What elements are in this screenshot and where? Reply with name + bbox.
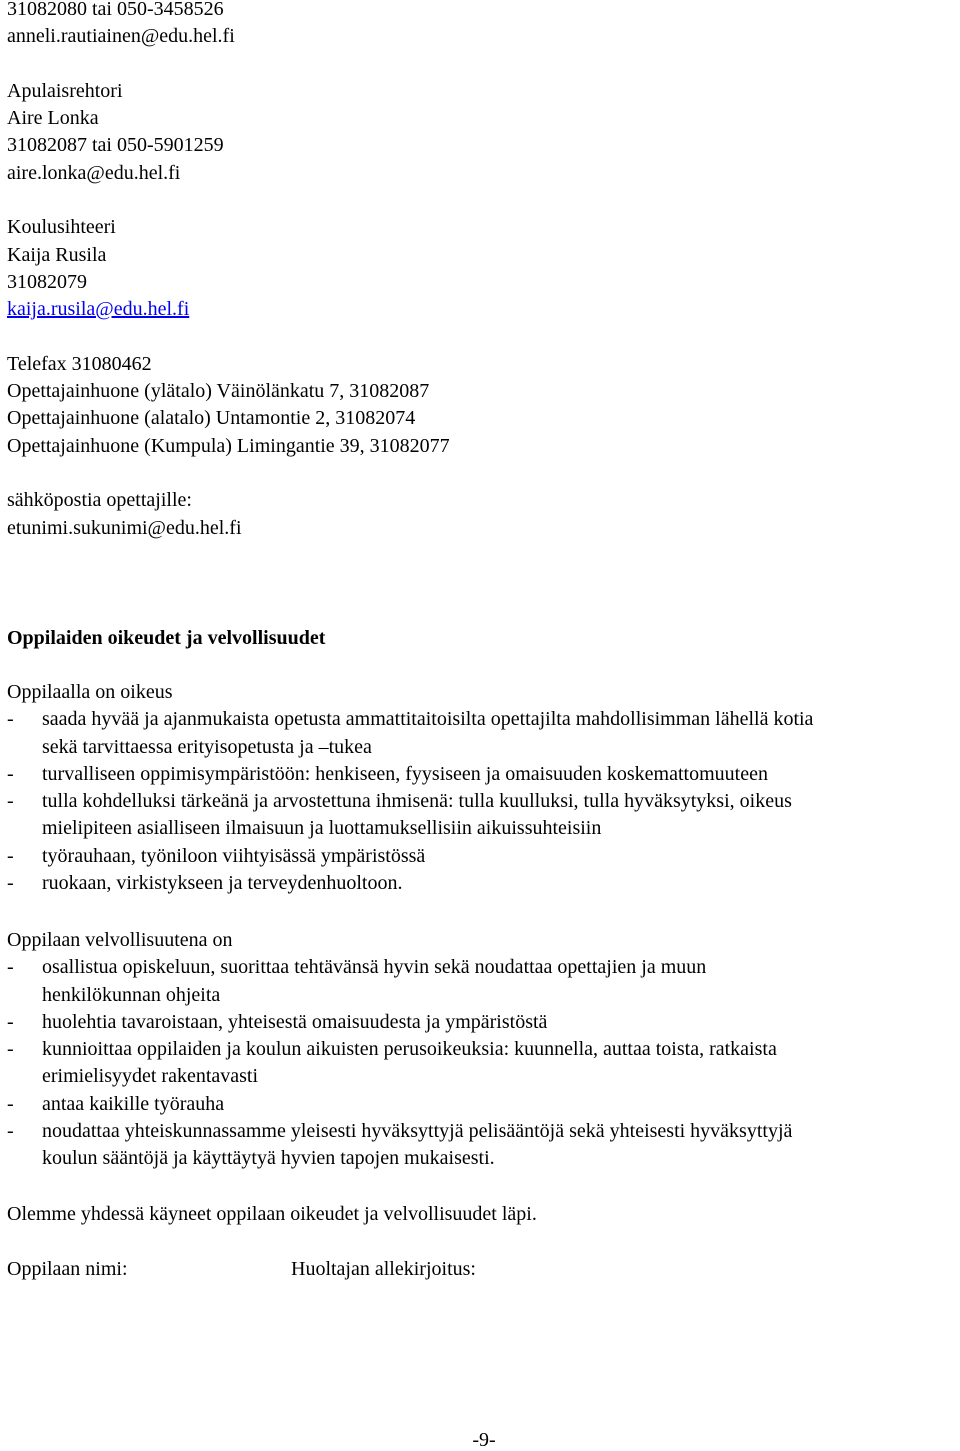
dash-bullet: - (7, 872, 14, 895)
duties-list (7, 954, 957, 1172)
list-item-line: koulun sääntöjä ja käyttäytyä hyvien tapojen mukaisesti. (42, 1147, 495, 1170)
secretary-title: Koulusihteeri (7, 216, 116, 239)
list-item (7, 761, 957, 788)
list-item-line: turvalliseen oppimisympäristöön: henkiseen, fyysiseen ja omaisuuden koskemattomuuteen (42, 762, 768, 785)
staffroom-kumpula: Opettajainhuone (Kumpula) Limingantie 39, 31082077 (7, 434, 450, 457)
dash-bullet: - (7, 844, 14, 867)
list-item-line: mielipiteen asialliseen ilmaisuun ja luottamuksellisiin aikuissuhteisiin (42, 817, 602, 840)
dash-bullet: - (7, 956, 14, 979)
spacer (7, 51, 957, 78)
dash-bullet: - (7, 1038, 14, 1061)
confirmation-statement: Olemme yhdessä käyneet oppilaan oikeudet ja velvollisuudet läpi. (7, 1203, 537, 1225)
rights-intro: Oppilaalla on oikeus (7, 681, 173, 703)
spacer (7, 324, 957, 351)
spacer (7, 187, 957, 214)
vice-principal-email: aire.lonka@edu.hel.fi (7, 161, 181, 184)
list-item (7, 1118, 957, 1173)
list-item-line: kunnioittaa oppilaiden ja koulun aikuisten perusoikeuksia: kuunnella, auttaa toista, ratkaista (42, 1038, 777, 1061)
staffroom-upper: Opettajainhuone (ylätalo) Väinölänkatu 7, 31082087 (7, 380, 430, 403)
list-item (7, 843, 957, 870)
dash-bullet: - (7, 708, 14, 731)
secretary-phone: 31082079 (7, 270, 87, 293)
secretary-email-line (7, 296, 957, 323)
page-number: -9- (472, 1429, 496, 1451)
vice-principal-name: Aire Lonka (7, 107, 99, 130)
secretary-email-link[interactable]: kaija.rusila@edu.hel.fi (7, 298, 190, 321)
list-item (7, 1091, 957, 1118)
list-item (7, 1036, 957, 1091)
student-name-label: Oppilaan nimi: (7, 1258, 128, 1280)
dash-bullet: - (7, 1092, 14, 1115)
list-item-line: antaa kaikille työrauha (42, 1092, 225, 1115)
list-item-line: saada hyvää ja ajanmukaista opetusta ammattitaitoisilta opettajilta mahdollisimman lähellä kotia (42, 708, 814, 731)
list-item (7, 1009, 957, 1036)
spacer (7, 460, 957, 487)
duties-section (7, 927, 957, 1173)
dash-bullet: - (7, 790, 14, 813)
list-item (7, 954, 957, 1009)
vice-principal-phone: 31082087 tai 050-5901259 (7, 134, 224, 157)
vice-principal-title: Apulaisrehtori (7, 79, 123, 102)
secretary-name: Kaija Rusila (7, 243, 107, 266)
dash-bullet: - (7, 1010, 14, 1033)
rights-list (7, 706, 957, 897)
list-item-line: huolehtia tavaroistaan, yhteisestä omaisuudesta ja ympäristöstä (42, 1010, 548, 1033)
list-item-line: henkilökunnan ohjeita (42, 983, 221, 1006)
duties-intro: Oppilaan velvollisuutena on (7, 929, 233, 951)
list-item (7, 788, 957, 843)
rights-section (7, 679, 957, 897)
list-item-line: erimielisyydet rakentavasti (42, 1065, 259, 1088)
list-item-line: noudattaa yhteiskunnassamme yleisesti hyväksyttyjä pelisääntöjä sekä yhteisesti hyväksyttyjä (42, 1120, 793, 1143)
principal-email: anneli.rautiainen@edu.hel.fi (7, 25, 235, 48)
list-item-line: sekä tarvittaessa erityisopetusta ja –tukea (42, 735, 372, 758)
list-item-line: osallistua opiskeluun, suorittaa tehtävänsä hyvin sekä noudattaa opettajien ja muun (42, 956, 707, 979)
guardian-signature-label: Huoltajan allekirjoitus: (291, 1258, 476, 1280)
telefax: Telefax 31080462 (7, 352, 152, 375)
list-item-line: työrauhaan, työniloon viihtyisässä ympäristössä (42, 844, 426, 867)
dash-bullet: - (7, 1120, 14, 1143)
principal-phone: 31082080 tai 050-3458526 (7, 0, 224, 20)
list-item (7, 870, 957, 897)
staffroom-lower: Opettajainhuone (alatalo) Untamontie 2, 31082074 (7, 407, 416, 430)
teacher-email-format: etunimi.sukunimi@edu.hel.fi (7, 516, 242, 539)
list-item-line: tulla kohdelluksi tärkeänä ja arvostettuna ihmisenä: tulla kuulluksi, tulla hyväksytyksi, oikeus (42, 790, 792, 813)
dash-bullet: - (7, 762, 14, 785)
teacher-email-label: sähköpostia opettajille: (7, 489, 192, 512)
contact-info (7, 0, 957, 542)
section-heading: Oppilaiden oikeudet ja velvollisuudet (7, 627, 326, 649)
list-item-line: ruokaan, virkistykseen ja terveydenhuoltoon. (42, 872, 403, 895)
list-item (7, 706, 957, 761)
